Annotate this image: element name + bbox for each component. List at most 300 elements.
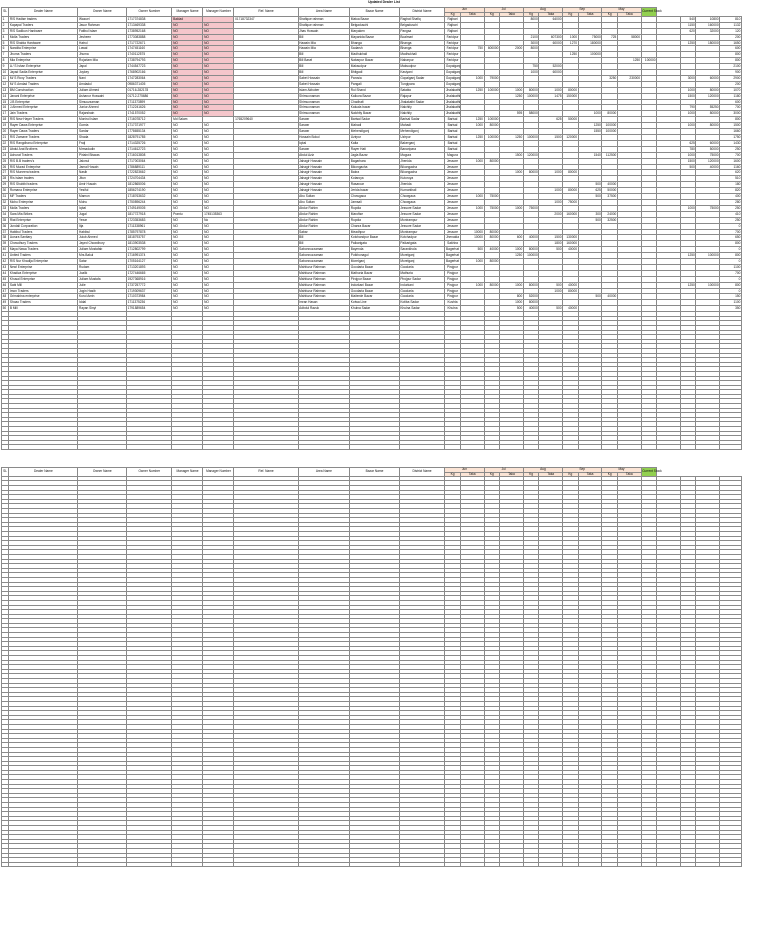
sep-taka: 500 — [578, 294, 602, 300]
taka-header: Taka — [460, 12, 484, 16]
owner-name: Yesiful — [78, 188, 127, 194]
area-name: Sarwar — [298, 129, 350, 135]
jul-kg: 80000 — [484, 158, 500, 164]
row-number: 17 — [2, 111, 9, 117]
aug-kg: 1000 — [523, 70, 539, 76]
area-name: Abdul Aziz — [298, 152, 350, 158]
bazar-name: Parosia — [350, 75, 400, 81]
jun-kg: Jessore — [445, 199, 461, 205]
jun-taka: 1000 — [460, 75, 484, 81]
may-taka: 100000 — [696, 282, 720, 288]
district-name: Barisal Sadar — [399, 117, 444, 123]
empty-cell — [172, 862, 203, 867]
owner-name: Julie — [78, 282, 127, 288]
jun-kg: Jhalakathi — [445, 99, 461, 104]
owner-name: Juliam Mostafab — [78, 247, 127, 253]
owner-number: 1737257772 — [127, 282, 172, 288]
kg-header: Kg — [563, 12, 579, 16]
bazar-name: Mayanida Bazar — [350, 34, 400, 40]
jul-taka: 1000 — [500, 170, 524, 176]
jun-kg: Faridpur — [446, 58, 459, 63]
owner-name: Juliam Ahmed — [78, 87, 127, 93]
dealer-name: J.B Enterprise — [9, 99, 78, 105]
area-name: Bill — [298, 34, 350, 40]
jun-taka: 1000 — [460, 123, 484, 129]
jun-kg: Pirojpur — [445, 294, 461, 300]
jun-kg: Jessore — [445, 170, 461, 176]
manager-number-header: Manager Number — [203, 468, 234, 477]
district-name: Chowgaca — [399, 199, 444, 205]
district-name: Banaripara — [399, 146, 444, 152]
jul-kg: 80000 — [484, 229, 500, 235]
sep-taka: 100000 — [578, 52, 602, 58]
may-taka: 60000 — [696, 140, 720, 146]
owner-number: 1716013808 — [127, 152, 172, 158]
jun-kg: Jhalakathi — [445, 87, 461, 92]
may-taka: 75000 — [696, 205, 720, 211]
district-name: Mathuria — [399, 270, 444, 276]
row-number: 26 — [2, 164, 9, 170]
x-kg: 112500 — [602, 152, 618, 158]
owner-name: Yexar — [78, 217, 127, 223]
district-name: Belgaduschi — [399, 22, 444, 28]
row-number: 13 — [2, 87, 9, 93]
district-name: Jessore Sadar — [399, 223, 444, 229]
owner-name: Joykey — [78, 70, 127, 76]
bazar-name: Rui Shand — [350, 87, 400, 93]
district-name: Goodaria — [399, 294, 444, 300]
owner-number: 1718763632 — [127, 194, 172, 200]
bazar-name: Kotaroya — [350, 176, 400, 182]
may-kg: 1150 — [680, 22, 696, 28]
manager-name: NO — [172, 300, 203, 306]
may-kg: 625 — [680, 140, 696, 146]
row-number: 41 — [2, 253, 9, 259]
manager-name: NO — [172, 288, 203, 294]
manager-number: NO — [203, 288, 234, 294]
owner-name: Habibul — [78, 229, 127, 235]
empty-cell — [484, 445, 500, 450]
jun-taka: 750 — [460, 46, 484, 52]
kg-header: Kg — [523, 472, 539, 476]
area-name: Shimuonaman — [298, 93, 350, 99]
current-stock: 0 — [720, 223, 742, 229]
owner-name: Gomia — [78, 123, 127, 129]
jun-taka: 1250 — [460, 87, 484, 93]
area-name: Sarwar — [298, 123, 350, 129]
current-stock: 1070 — [720, 87, 742, 93]
current-stock: 600 — [720, 46, 742, 52]
area-name: Sabonnuzzaman — [298, 259, 350, 265]
may-kg: 1000 — [680, 123, 696, 129]
bazar-name: Kalkura Bazar — [350, 93, 400, 99]
current-stock: 620 — [720, 170, 742, 176]
current-stock: 650 — [720, 235, 742, 241]
current-stock: 810 — [720, 16, 742, 22]
sep-kg: 80000 — [563, 170, 579, 176]
aug-kg: 100000 — [523, 93, 539, 99]
district-name: Madhukhali — [399, 52, 444, 58]
manager-number: NO — [203, 300, 234, 306]
owner-name: Jhuma — [78, 52, 127, 58]
row-number: 6 — [2, 46, 9, 52]
manager-number: NO — [203, 264, 234, 270]
area-name: Jahagir Hossain — [298, 164, 350, 170]
sep-kg: 80000 — [563, 87, 579, 93]
row-number: 2 — [2, 22, 9, 28]
jul-kg: 80000 — [484, 123, 500, 129]
owner-name: Rayan Sinyi — [78, 306, 127, 312]
jun-taka: 500 — [460, 247, 484, 253]
may-taka: 60000 — [696, 75, 720, 81]
empty-cell — [696, 445, 720, 450]
manager-number: NO — [203, 129, 234, 135]
owner-number: 1727446665 — [127, 270, 172, 276]
manager-name: NO — [172, 259, 203, 265]
manager-name: NO — [172, 294, 203, 300]
current-stock: 800 — [720, 282, 742, 288]
sep-kg: 160000 — [563, 211, 579, 217]
manager-name: NO — [172, 135, 203, 141]
dealer-name: R/S Nur Khadija Enterprise — [9, 259, 78, 265]
bazar-name: Nalchity Bazar — [350, 111, 400, 117]
owner-name: Jasur Rahman — [78, 22, 127, 28]
jul-kg: 40000 — [484, 247, 500, 253]
current-stock: 180 — [720, 182, 742, 188]
aug-kg: 120000 — [523, 152, 539, 158]
jul-taka: 2000 — [500, 46, 524, 52]
aug-kg: 8000 — [523, 16, 539, 22]
sep-kg: 1000 — [563, 34, 579, 40]
ref-name-header: Ref. Name — [234, 8, 298, 17]
owner-name: Jayed Chowdhury — [78, 241, 127, 247]
table-body — [2, 16, 742, 449]
dealer-name: Habibul Traders — [9, 229, 78, 235]
month-header: Aug — [523, 8, 562, 13]
bazar-name: Mahadi — [350, 123, 400, 129]
manager-name: NO — [172, 264, 203, 270]
row-number: 20 — [2, 129, 9, 135]
area-name: Sabonnuzzaman — [298, 247, 350, 253]
manager-name: NO — [172, 28, 203, 34]
month-header: Jun — [445, 8, 484, 13]
blank-row — [2, 862, 742, 867]
bazar-name: Pangali — [350, 81, 400, 87]
may-taka: 32000 — [696, 28, 720, 34]
bazar-name: Kotchandpur Bazar — [350, 235, 400, 241]
empty-cell — [350, 445, 400, 450]
current-stock: 410 — [720, 211, 742, 217]
manager-name: NO — [172, 176, 203, 182]
owner-name: Juiub Ahmed — [78, 235, 127, 241]
bazar-name: Rayer Hati — [350, 146, 400, 152]
manager-name: Prantu — [172, 211, 203, 217]
owner-number: 1711375236 — [127, 300, 172, 306]
empty-cell — [78, 445, 127, 450]
may-taka: 100000 — [696, 253, 720, 259]
kg-header: Kg — [602, 12, 618, 16]
sep-taka: 75000 — [578, 34, 602, 40]
owner-number: 1927368916 — [127, 276, 172, 282]
bazar-name: Matua Bazar — [350, 16, 400, 22]
jul-taka: 600 — [500, 235, 524, 241]
dealer-name: M/ S Roxy Traders — [9, 75, 78, 81]
current-stock: 700 — [720, 229, 742, 235]
dealer-name: Aurura Sanitary — [9, 235, 78, 241]
owner-number: 1723353683 — [127, 217, 172, 223]
owner-name: Iddal — [78, 300, 127, 306]
owner-number: 1710373984 — [127, 294, 172, 300]
sl-header: SL — [2, 8, 9, 17]
row-number: 15 — [2, 99, 9, 105]
x-kg: 100000 — [602, 129, 618, 135]
area-name: Hossain Bokul — [298, 135, 350, 141]
owner-number: 1717722671 — [127, 40, 172, 46]
bazar-name: Kalta — [350, 140, 400, 146]
empty-cell — [578, 445, 602, 450]
current-stock: 400 — [720, 194, 742, 200]
manager-name: NO — [172, 241, 203, 247]
month-header: Jul — [484, 468, 523, 473]
district-name: Kutoroya — [399, 176, 444, 182]
aug-kg: 58000 — [523, 111, 539, 117]
jun-kg: Jhalakathi — [445, 105, 461, 110]
sep-taka: 1550 — [578, 129, 602, 135]
x-kg: 100000 — [602, 123, 618, 129]
owner-number: 1713469338 — [127, 22, 172, 28]
manager-number: NO — [203, 158, 234, 164]
dealer-name: Jain Traders — [9, 111, 78, 117]
jun-taka: 1250 — [460, 135, 484, 141]
manager-name: NO — [172, 123, 203, 129]
area-name: Abdur Rahim — [298, 205, 350, 211]
dealer-name: Abdul Arat Brothers — [9, 146, 78, 152]
empty-cell — [657, 862, 681, 867]
taka-header: Taka — [539, 472, 563, 476]
empty-cell — [203, 445, 234, 450]
aug-taka: 1000 — [539, 170, 563, 176]
jul-kg: 80000 — [484, 259, 500, 265]
current-stock: 900 — [720, 70, 742, 76]
manager-number: NO — [203, 135, 234, 141]
month-header: May — [602, 8, 641, 13]
current-stock: 800 — [720, 253, 742, 259]
owner-number: 1716991374 — [127, 253, 172, 259]
bazar-name: Kaluala bazar — [350, 105, 400, 111]
area-name: Sarwar — [298, 117, 350, 123]
sep-taka: 1000 — [578, 111, 602, 117]
district-name: Magura — [399, 152, 444, 158]
dealer-name: Rayer Dawa Traders — [9, 129, 78, 135]
district-name: Raghat Shafiq — [399, 16, 444, 22]
owner-name: Joalik — [78, 270, 127, 276]
owner-name: Japal — [78, 64, 127, 70]
row-number: 3 — [2, 28, 9, 34]
dealer-name: R/s Islam traders — [9, 176, 78, 182]
may-taka: 75000 — [696, 152, 720, 158]
area-name: Bill — [298, 52, 350, 58]
taka-header: Taka — [539, 12, 563, 16]
jul-kg: 100000 — [484, 117, 500, 123]
bazar-name: Bakra — [350, 170, 400, 176]
owner-name: Jalonul — [78, 158, 127, 164]
jun-taka: 1000 — [460, 205, 484, 211]
owner-number: 1856274190 — [127, 188, 172, 194]
manager-number-header: Manager Number — [203, 8, 234, 17]
jun-kg: Barisal — [445, 129, 461, 135]
dealer-name: Kapapal Traders — [9, 22, 78, 28]
manager-name: NO — [172, 40, 203, 46]
jul-kg: 79000 — [484, 75, 500, 81]
x-kg: 725 — [602, 34, 618, 40]
bazar-name: Pirojpur Bazar — [350, 276, 400, 282]
owner-name-header: Owner Name — [78, 8, 127, 17]
bazar-name-header: Bazar Name — [350, 8, 400, 17]
jun-kg: Rajbari — [445, 16, 461, 22]
area-name: Sabar — [298, 229, 350, 235]
empty-cell — [657, 445, 681, 450]
aug-taka: 1000 — [539, 288, 563, 294]
sep-taka: 500 — [578, 182, 602, 188]
kg-header: Kg — [563, 472, 579, 476]
owner-number: 1744547723 — [127, 64, 172, 70]
manager-number: NO — [203, 182, 234, 188]
empty-cell — [9, 445, 78, 450]
row-number: 39 — [2, 241, 9, 247]
manager-name: NO — [172, 164, 203, 170]
taka-header: Taka — [578, 472, 602, 476]
area-name: Shimuonaman — [298, 105, 350, 111]
sep-taka: 625 — [578, 188, 602, 194]
manager-name: NO — [172, 188, 203, 194]
sep-taka: 1540 — [578, 152, 602, 158]
dealer-name: Achurat Traders — [9, 152, 78, 158]
current-stock: 800 — [720, 52, 742, 58]
owner-number: 1749149005 — [127, 205, 172, 211]
dealer-name: R/S Shabia Hardware — [9, 40, 78, 46]
area-name: Iqbal — [298, 140, 350, 146]
manager-name: NO — [172, 105, 203, 111]
manager-number: NO — [203, 229, 234, 235]
owner-name: Jamal Hosain — [78, 164, 127, 170]
jun-taka: 10000 — [460, 229, 484, 235]
manager-number: NO — [203, 64, 234, 70]
sl-header: SL — [2, 468, 9, 477]
area-name: Sarwar — [298, 146, 350, 152]
aug-taka: 60000 — [539, 70, 563, 76]
area-name: Jahagir Hossain — [298, 182, 350, 188]
owner-number: 0986371405 — [127, 81, 172, 87]
owner-number: 1750896244 — [127, 199, 172, 205]
empty-cell — [445, 445, 461, 450]
manager-number: NO — [203, 111, 234, 117]
area-name: Sabonnuzzaman — [298, 253, 350, 259]
district-name: Monirampur — [399, 217, 444, 223]
owner-number: 1747283064 — [127, 75, 172, 81]
aug-taka: 1800 — [539, 241, 563, 247]
owner-number: 1716078712 — [127, 117, 172, 123]
district-name: Bakerganj — [399, 140, 444, 146]
jun-kg: Faridpur — [446, 52, 459, 57]
district-name: Bikongacha — [399, 164, 444, 170]
manager-name: NO — [172, 75, 203, 81]
x-kg: 3250 — [602, 75, 618, 81]
owner-number: 1711338961 — [127, 223, 172, 229]
aug-kg: 80000 — [523, 247, 539, 253]
bazar-name: Goodaria Bazar — [350, 264, 400, 270]
bazar-name: Maksudpur — [350, 64, 400, 70]
jul-kg: 100000 — [484, 135, 500, 141]
manager-number: NO — [203, 205, 234, 211]
owner-number: 1813903538 — [127, 241, 172, 247]
area-name: Islam Akbuber — [298, 87, 350, 93]
current-stock: 700 — [720, 152, 742, 158]
bazar-name: Nabarpur Bazar — [350, 58, 400, 64]
owner-name: Rajarshain — [78, 111, 127, 117]
owner-number: 1741570052 — [127, 111, 172, 117]
owner-number: 1768902166 — [127, 70, 172, 76]
owner-name: Jugal — [78, 211, 127, 217]
manager-name: NO — [172, 87, 203, 93]
row-number: 36 — [2, 223, 9, 229]
empty-cell — [523, 862, 539, 867]
may-taka: 80000 — [696, 87, 720, 93]
sep-kg: 80000 — [563, 188, 579, 194]
jul-taka: 1000 — [500, 87, 524, 93]
jun-kg: Gopalganj — [445, 81, 461, 86]
manager-name: NO — [172, 64, 203, 70]
empty-cell — [680, 445, 696, 450]
current-stock: 1132 — [720, 22, 742, 28]
owner-name: Juniur Ahmed — [78, 105, 127, 111]
empty-cell — [500, 862, 524, 867]
aug-taka: 625 — [539, 117, 563, 123]
x-kg: 80000 — [602, 111, 618, 117]
aug-taka: 500 — [539, 247, 563, 253]
owner-name: Jesheen — [78, 34, 127, 40]
manager-number: NO — [203, 235, 234, 241]
bazar-name: Paikarigata — [350, 241, 400, 247]
jun-kg: Jessore — [445, 211, 461, 217]
manager-number: NO — [203, 28, 234, 34]
area-name: Abdur Rahim — [298, 211, 350, 217]
jun-kg: Jhenaida — [446, 235, 459, 240]
area-name: Mahfuzur Rahman — [298, 270, 350, 276]
manager-name: NO — [172, 52, 203, 58]
dealer-name: Sara Mia Brikes — [9, 211, 78, 217]
bazar-name: Maiterde Bazar — [350, 294, 400, 300]
dealer-name: M/ S Amdad Traders — [9, 81, 78, 87]
row-number: 32 — [2, 199, 9, 205]
manager-name: NO — [172, 217, 203, 223]
jun-kg: Gopalganj — [445, 75, 461, 80]
empty-cell — [460, 862, 484, 867]
bazar-name: Mathuria Bazar — [350, 270, 400, 276]
row-number: 12 — [2, 81, 9, 87]
may-kg: 1500 — [680, 158, 696, 164]
aug-kg: 40000 — [523, 235, 539, 241]
owner-name: Sardar — [78, 129, 127, 135]
bazar-name: Barisal Sadar — [350, 117, 400, 123]
jun-kg: Jessore — [445, 158, 461, 164]
ref-name: 1765209640 — [234, 117, 298, 123]
district-name: Khulna Sadar — [399, 306, 444, 312]
jun-kg: Jessore — [445, 194, 461, 200]
empty-cell — [523, 445, 539, 450]
empty-cell — [78, 862, 127, 867]
manager-number: NO — [203, 170, 234, 176]
dealer-name: R/S Hadise traders — [9, 16, 78, 22]
